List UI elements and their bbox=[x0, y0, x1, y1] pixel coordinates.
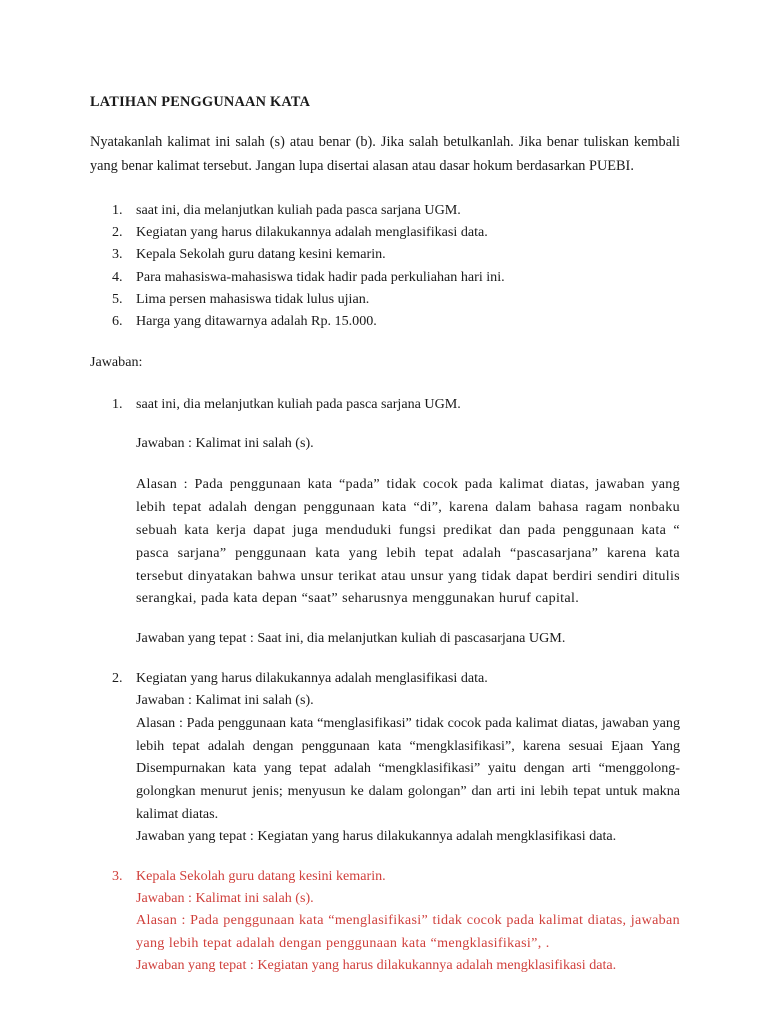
list-item-number: 3. bbox=[112, 246, 123, 263]
answer-correction: Jawaban yang tepat : Saat ini, dia melanjutkan kuliah di pascasarjana UGM. bbox=[136, 630, 566, 647]
list-item bbox=[90, 310, 680, 332]
intro-paragraph: Nyatakanlah kalimat ini salah (s) atau benar (b). Jika salah betulkanlah. Jika benar tuliskan kembali yang benar kalimat tersebut. Jangan lupa disertai alasan atau dasar hokum berdasarkan PUEBI. bbox=[90, 134, 680, 174]
answer-verdict: Jawaban : Kalimat ini salah (s). bbox=[136, 889, 314, 906]
answer-question-text: saat ini, dia melanjutkan kuliah pada pasca sarjana UGM. bbox=[136, 395, 461, 412]
list-item bbox=[90, 266, 680, 288]
list-item-number: 5. bbox=[112, 290, 123, 307]
page-title: LATIHAN PENGGUNAAN KATA bbox=[90, 94, 311, 110]
answer-reason: Alasan : Pada penggunaan kata “menglasifikasi” tidak cocok pada kalimat diatas, jawaban yang lebih tepat adalah dengan penggunaan kata “mengklasifikasi”, karena sesuai Ejaan Yang Disempurnakan kata yang tepat adalah “mengklasifikasi” yaitu dengan arti “menggolong-golongkan menurut jenis; menyusun ke dalam golongan” dan arti ini lebih tepat untuk makna kalimat diatas. bbox=[136, 714, 680, 823]
list-item bbox=[90, 221, 680, 243]
list-item bbox=[90, 199, 680, 221]
list-item-number: 2. bbox=[112, 224, 123, 241]
spacer bbox=[90, 650, 680, 668]
spacer bbox=[90, 848, 680, 866]
answer-block-1 bbox=[90, 394, 680, 651]
answer-verdict: Jawaban : Kalimat ini salah (s). bbox=[136, 435, 314, 452]
jawaban-heading: Jawaban: bbox=[90, 354, 143, 371]
answer-block-2 bbox=[90, 668, 680, 848]
list-item bbox=[90, 288, 680, 310]
list-item-text: Harga yang ditawarnya adalah Rp. 15.000. bbox=[136, 313, 377, 330]
list-item-text: Para mahasiswa-mahasiswa tidak hadir pada perkuliahan hari ini. bbox=[136, 268, 505, 285]
list-item bbox=[90, 243, 680, 265]
list-item-number: 4. bbox=[112, 268, 123, 285]
list-item-text: Kegiatan yang harus dilakukannya adalah menglasifikasi data. bbox=[136, 224, 488, 241]
list-item-text: Lima persen mahasiswa tidak lulus ujian. bbox=[136, 290, 370, 307]
list-item-text: saat ini, dia melanjutkan kuliah pada pasca sarjana UGM. bbox=[136, 201, 461, 218]
answer-correction: Jawaban yang tepat : Kegiatan yang harus dilakukannya adalah mengklasifikasi data. bbox=[136, 827, 617, 844]
list-item-number: 1. bbox=[112, 201, 123, 218]
question-list bbox=[90, 199, 680, 333]
answer-block-3 bbox=[90, 866, 680, 977]
list-item-text: Kepala Sekolah guru datang kesini kemarin. bbox=[136, 246, 386, 263]
answer-verdict: Jawaban : Kalimat ini salah (s). bbox=[136, 691, 314, 708]
answer-reason: Alasan : Pada penggunaan kata “pada” tidak cocok pada kalimat diatas, jawaban yang lebih tepat adalah dengan penggunaan kata “di”, karena dalam bahasa ragam nonbaku sebuah kata kerja dapat juga menduduki fungsi predikat dan pada penggunaan kata “ pasca sarjana” penggunaan kata yang lebih tepat adalah “pascasarjana” karena kata tersebut dinyatakan bahwa unsur terikat atau unsur yang tidak dapat berdiri sendiri ditulis serangkai, pada kata depan “saat” seharusnya menggunakan huruf capital. bbox=[136, 476, 680, 607]
answer-reason: Alasan : Pada penggunaan kata “menglasifikasi” tidak cocok pada kalimat diatas, jawaban yang lebih tepat adalah dengan penggunaan kata “mengklasifikasi”, . bbox=[136, 912, 680, 952]
answer-question-text: Kegiatan yang harus dilakukannya adalah menglasifikasi data. bbox=[136, 670, 488, 687]
answer-correction: Jawaban yang tepat : Kegiatan yang harus dilakukannya adalah mengklasifikasi data. bbox=[136, 957, 617, 974]
answer-number: 3. bbox=[112, 867, 123, 884]
answer-number: 1. bbox=[112, 395, 123, 412]
answer-question-text: Kepala Sekolah guru datang kesini kemarin. bbox=[136, 867, 386, 884]
list-item-number: 6. bbox=[112, 313, 123, 330]
answer-number: 2. bbox=[112, 670, 123, 687]
